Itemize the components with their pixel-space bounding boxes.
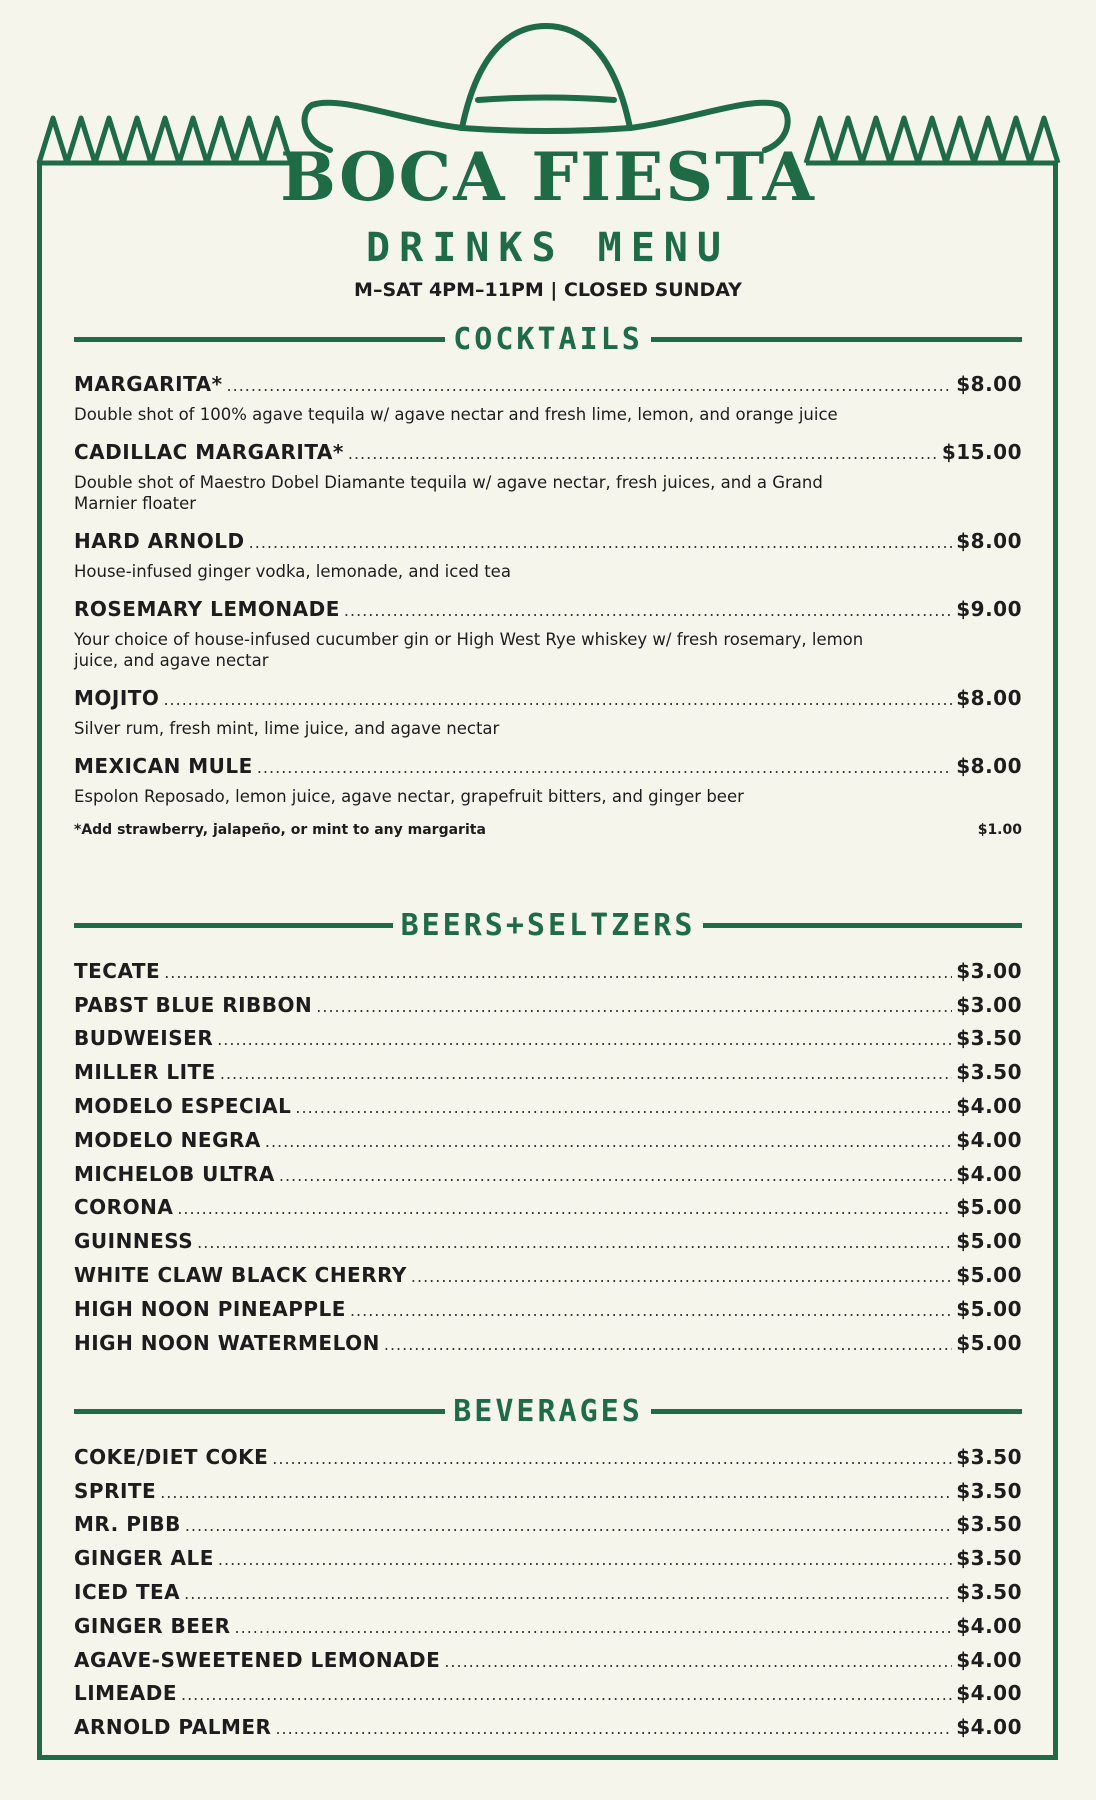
beverages-section (74, 1392, 1022, 1744)
menu-item (74, 1123, 1022, 1157)
section-title: COCKTAILS (453, 321, 643, 357)
menu-item (74, 686, 1022, 739)
dot-leader (384, 1335, 952, 1354)
menu-item (74, 1677, 1022, 1711)
cocktails-header (74, 320, 1022, 358)
dot-leader (411, 1267, 952, 1286)
item-name: HARD ARNOLD (74, 529, 245, 553)
item-name: GINGER BEER (74, 1613, 231, 1638)
header-rule (74, 337, 445, 342)
cocktails-section (74, 320, 1022, 838)
item-price: $5.00 (956, 1296, 1022, 1321)
item-price: $5.00 (956, 1195, 1022, 1220)
dot-leader (344, 601, 952, 620)
item-price: $3.00 (956, 958, 1022, 983)
item-description: Double shot of Maestro Dobel Diamante tequila w/ agave nectar, fresh juices, and a Grand Marnier floater (74, 473, 823, 513)
item-name: AGAVE-SWEETENED LEMONADE (74, 1647, 441, 1672)
item-name: PABST BLUE RIBBON (74, 992, 313, 1017)
item-price: $4.00 (956, 1094, 1022, 1119)
sombrero-icon (305, 26, 788, 150)
item-price: $8.00 (956, 754, 1022, 778)
item-price: $4.00 (956, 1715, 1022, 1740)
item-price: $8.00 (956, 529, 1022, 553)
menu-item (74, 1224, 1022, 1258)
item-name: ROSEMARY LEMONADE (74, 597, 340, 621)
menu-item (74, 1710, 1022, 1744)
item-price: $3.50 (956, 1026, 1022, 1051)
item-name: HIGH NOON WATERMELON (74, 1330, 380, 1355)
menu-item (74, 1055, 1022, 1089)
item-name: WHITE CLAW BLACK CHERRY (74, 1263, 407, 1288)
item-price: $5.00 (956, 1229, 1022, 1254)
item-price: $15.00 (941, 440, 1022, 464)
dot-leader (227, 376, 953, 395)
menu-item (74, 1258, 1022, 1292)
dot-leader (249, 533, 953, 552)
menu-item (74, 1292, 1022, 1326)
item-name: MICHELOB ULTRA (74, 1161, 275, 1186)
header-rule (74, 1409, 445, 1414)
item-price: $8.00 (956, 372, 1022, 396)
dot-leader (181, 1685, 952, 1704)
section-title: BEERS+SELTZERS (400, 907, 696, 943)
item-name: MILLER LITE (74, 1060, 216, 1085)
menu-item (74, 754, 1022, 807)
section-title: BEVERAGES (453, 1393, 643, 1429)
item-name: TECATE (74, 958, 161, 983)
item-name: MODELO ESPECIAL (74, 1094, 292, 1119)
header-rule (703, 923, 1022, 928)
item-price: $3.50 (956, 1546, 1022, 1571)
note-price: $1.00 (977, 822, 1022, 838)
menu-item (74, 1191, 1022, 1225)
dot-leader (272, 1449, 952, 1468)
item-name: MEXICAN MULE (74, 754, 253, 778)
menu-item (74, 1541, 1022, 1575)
opening-hours: M–SAT 4PM–11PM | CLOSED SUNDAY (354, 279, 742, 301)
dot-leader (279, 1166, 952, 1185)
header-rule (651, 1409, 1022, 1414)
dot-leader (220, 1064, 952, 1083)
menu-subtitle: DRINKS MENU (366, 225, 730, 271)
menu-item (74, 1157, 1022, 1191)
dot-leader (185, 1516, 952, 1535)
dot-leader (197, 1233, 952, 1252)
item-name: ARNOLD PALMER (74, 1715, 272, 1740)
item-name: MOJITO (74, 686, 160, 710)
item-price: $4.00 (956, 1681, 1022, 1706)
margarita-addon-note (74, 822, 1022, 838)
item-name: SPRITE (74, 1478, 157, 1503)
item-price: $3.50 (956, 1060, 1022, 1085)
menu-item (74, 1508, 1022, 1542)
dot-leader (164, 963, 952, 982)
item-price: $8.00 (956, 686, 1022, 710)
item-price: $3.50 (956, 1444, 1022, 1469)
menu-item (74, 1643, 1022, 1677)
item-price: $5.00 (956, 1263, 1022, 1288)
menu-item (74, 1089, 1022, 1123)
menu-item (74, 1575, 1022, 1609)
beers-header (74, 906, 1022, 944)
dot-leader (275, 1719, 952, 1738)
cocktail-list (74, 372, 1022, 838)
item-name: ICED TEA (74, 1580, 181, 1605)
item-name: LIMEADE (74, 1681, 177, 1706)
menu-item (74, 440, 1022, 514)
menu-item (74, 1022, 1022, 1056)
dot-leader (218, 1550, 952, 1569)
item-name: MR. PIBB (74, 1512, 181, 1537)
note-text: *Add strawberry, jalapeño, or mint to any margarita (74, 822, 486, 838)
item-price: $4.00 (956, 1127, 1022, 1152)
dot-leader (295, 1098, 952, 1117)
item-name: GINGER ALE (74, 1546, 214, 1571)
item-price: $3.50 (956, 1512, 1022, 1537)
item-description: Your choice of house-infused cucumber gin or High West Rye whiskey w/ fresh rosemary, lemon juice, and agave nectar (74, 630, 864, 670)
dot-leader (184, 1584, 952, 1603)
item-price: $5.00 (956, 1330, 1022, 1355)
item-description: Double shot of 100% agave tequila w/ agave nectar and fresh lime, lemon, and orange juice (74, 405, 838, 424)
item-name: COKE/DIET COKE (74, 1444, 269, 1469)
menu-item (74, 597, 1022, 671)
dot-leader (163, 690, 952, 709)
menu-item (74, 529, 1022, 582)
dot-leader (217, 1030, 952, 1049)
menu-item (74, 1440, 1022, 1474)
item-name: MARGARITA* (74, 372, 223, 396)
item-description: Silver rum, fresh mint, lime juice, and agave nectar (74, 719, 500, 738)
dot-leader (160, 1483, 952, 1502)
menu-item (74, 1474, 1022, 1508)
dot-leader (177, 1199, 952, 1218)
brand-name: BOCA FIESTA (280, 138, 816, 216)
menu-item (74, 1326, 1022, 1360)
item-price: $4.00 (956, 1647, 1022, 1672)
dot-leader (235, 1618, 953, 1637)
dot-leader (316, 997, 952, 1016)
beers-section (74, 906, 1022, 1360)
item-description: Espolon Reposado, lemon juice, agave nectar, grapefruit bitters, and ginger beer (74, 787, 744, 806)
header-rule (651, 337, 1022, 342)
item-description: House-infused ginger vodka, lemonade, and iced tea (74, 562, 511, 581)
item-price: $3.50 (956, 1478, 1022, 1503)
header-rule (74, 923, 393, 928)
menu-item (74, 988, 1022, 1022)
item-name: CADILLAC MARGARITA* (74, 440, 344, 464)
item-name: CORONA (74, 1195, 174, 1220)
item-price: $9.00 (956, 597, 1022, 621)
dot-leader (257, 758, 952, 777)
item-name: HIGH NOON PINEAPPLE (74, 1296, 346, 1321)
dot-leader (348, 444, 938, 463)
menu-item (74, 954, 1022, 988)
menu-item (74, 372, 1022, 425)
item-name: GUINNESS (74, 1229, 194, 1254)
item-price: $3.50 (956, 1580, 1022, 1605)
item-name: BUDWEISER (74, 1026, 214, 1051)
dot-leader (444, 1652, 952, 1671)
beer-list (74, 954, 1022, 1360)
beverage-list (74, 1440, 1022, 1744)
item-name: MODELO NEGRA (74, 1127, 261, 1152)
beverages-header (74, 1392, 1022, 1430)
dot-leader (350, 1301, 952, 1320)
dot-leader (265, 1132, 952, 1151)
menu-item (74, 1609, 1022, 1643)
item-price: $4.00 (956, 1161, 1022, 1186)
item-price: $3.00 (956, 992, 1022, 1017)
item-price: $4.00 (956, 1613, 1022, 1638)
